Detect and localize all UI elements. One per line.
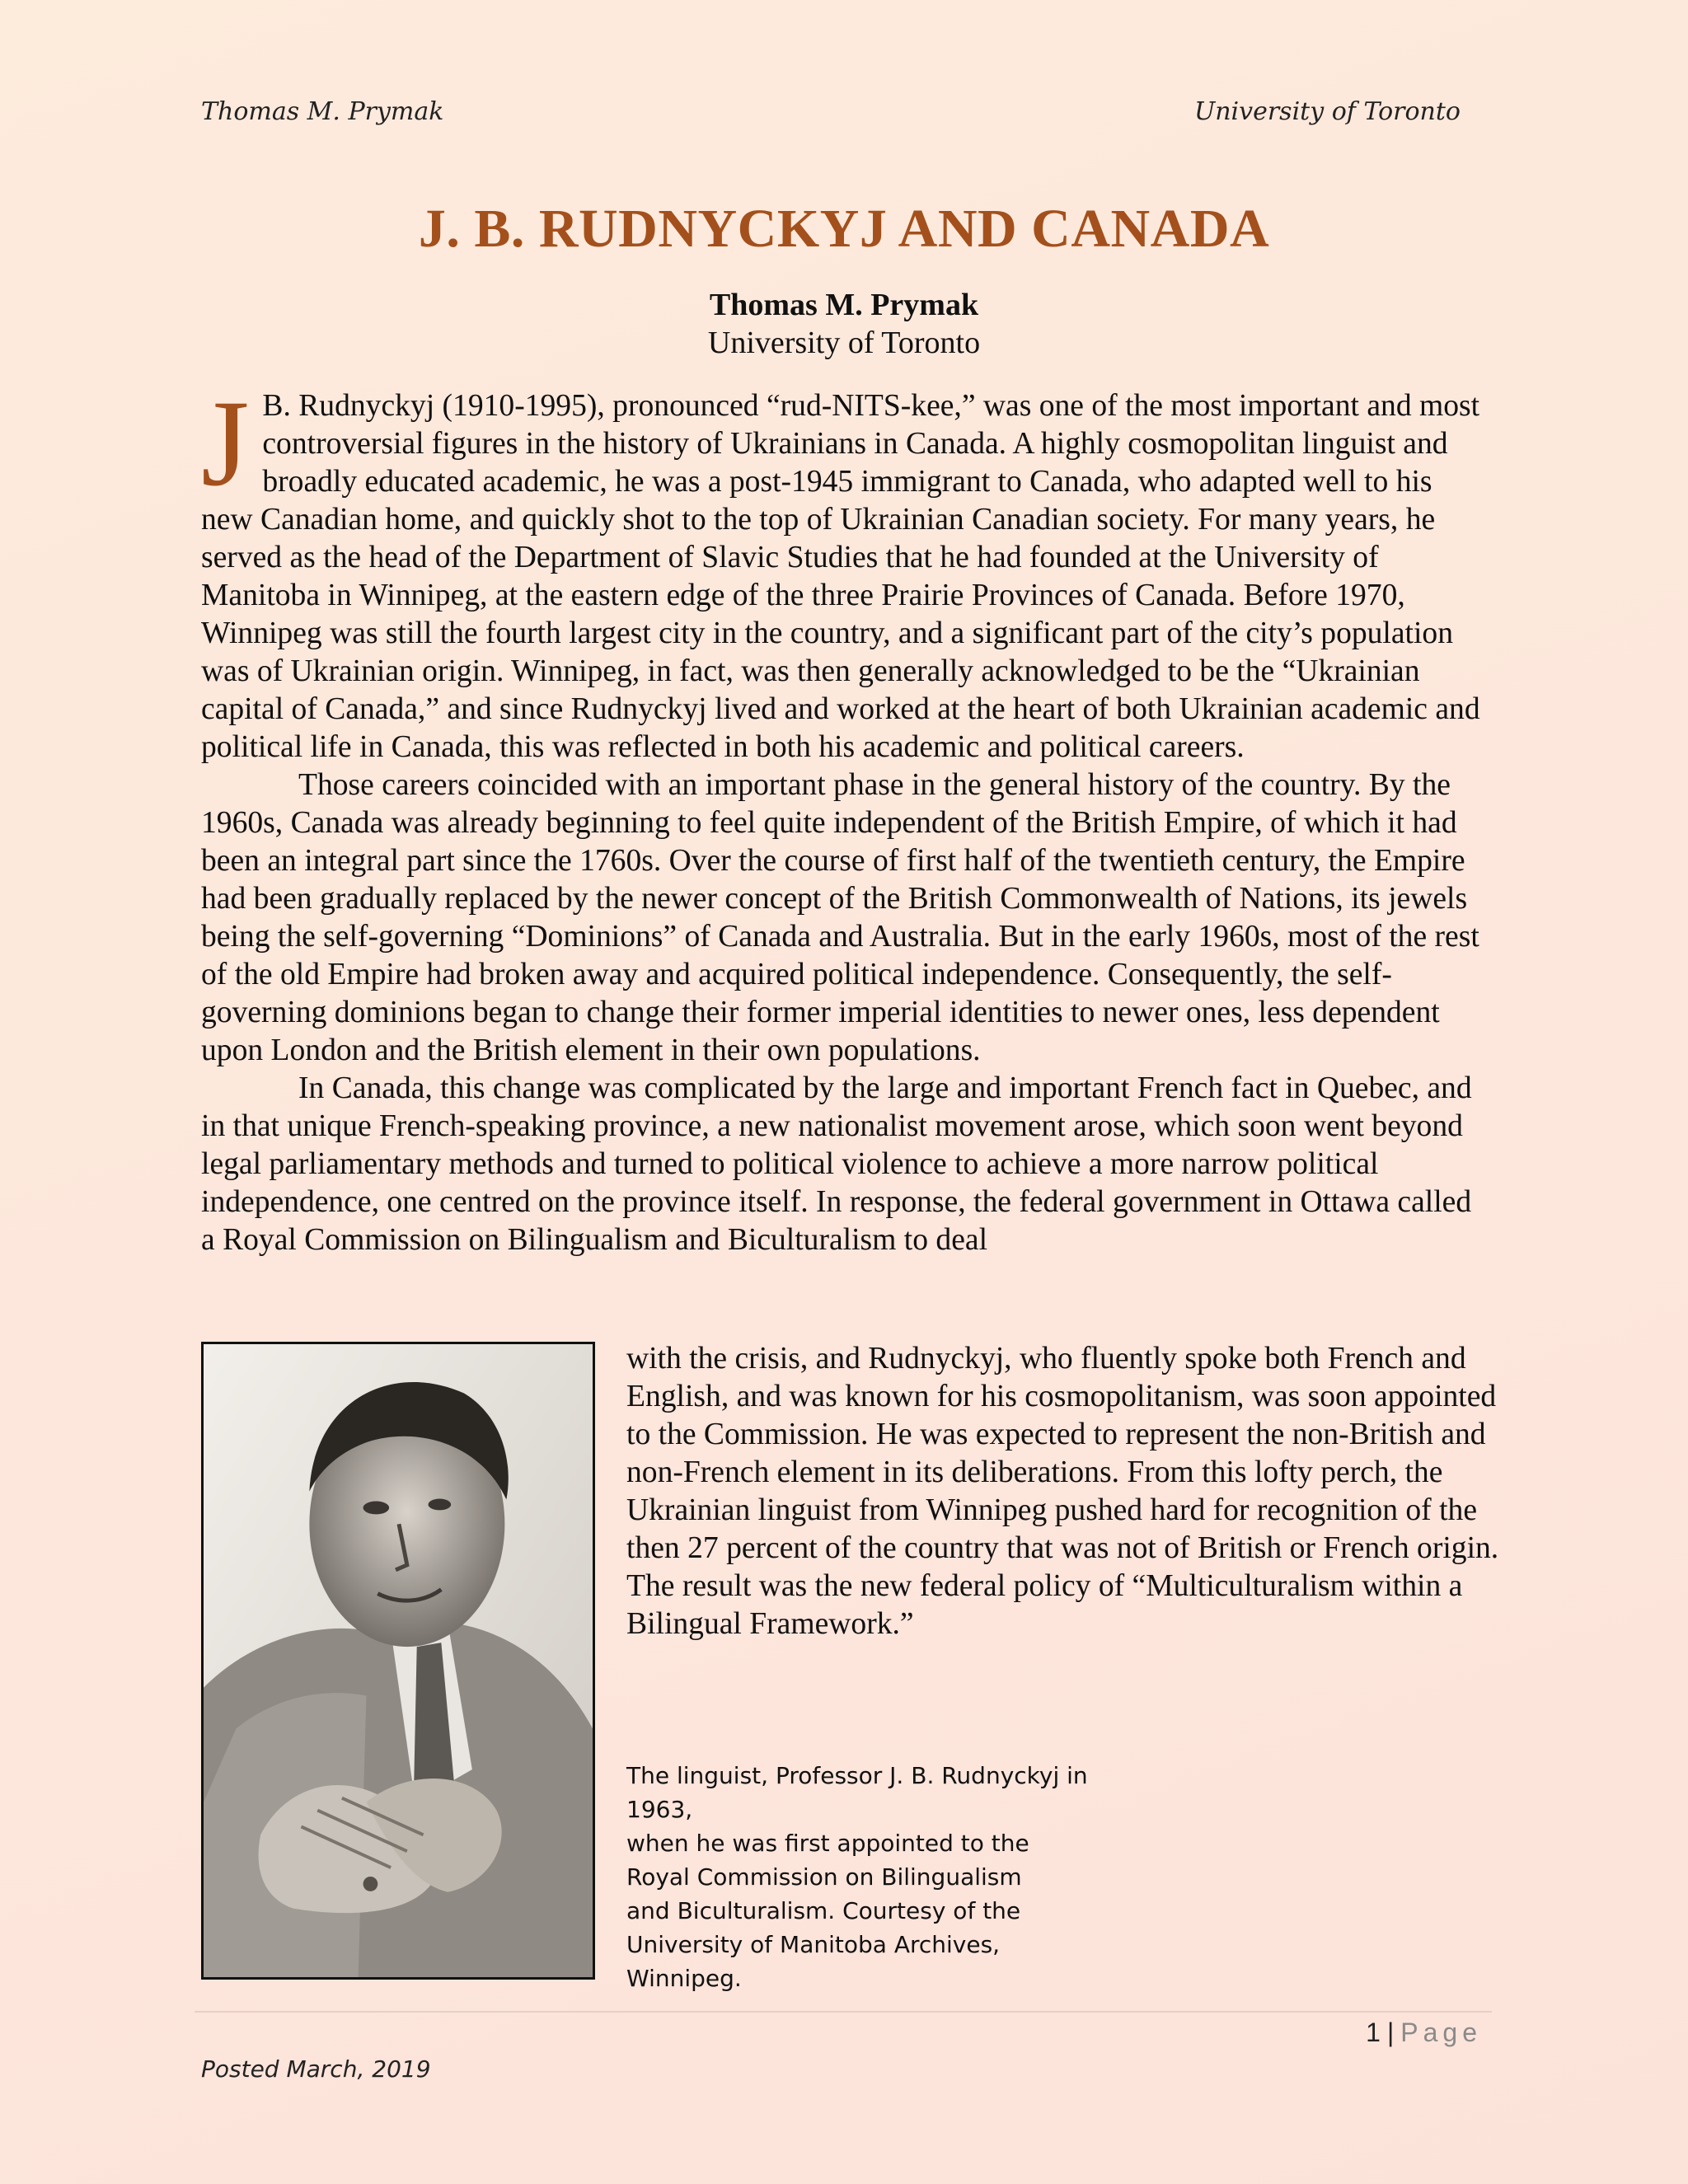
running-header-affiliation: University of Toronto — [1193, 97, 1461, 126]
drop-cap: J — [201, 375, 250, 512]
footer-divider — [195, 2011, 1492, 2013]
paragraph-2: Those careers coincided with an important phase in the general history of the country. By the 1960s, Canada was already beginning to feel quite independent of the British Empire, of which it had been an integral part since the 1760s. Over the course of first half of the twentieth century, the Empire had been gradually replaced by the newer concept of the British Commonwealth of Nations, its jewels being the self-governing “Dominions” of Canada and Australia. But in the early 1960s, most of the rest of the old Empire had broken away and acquired political independence. Consequently, the self-governing dominions began to change their former imperial identities to newer ones, less dependent upon London and the British element in their own populations. — [201, 768, 1479, 1067]
page-word: Page — [1400, 2018, 1482, 2047]
caption-line: and Biculturalism. Courtesy of the — [626, 1897, 1021, 1924]
page-number-separator: | — [1386, 2018, 1395, 2047]
caption-line: University of Manitoba Archives, — [626, 1931, 1001, 1958]
page-number — [1366, 2018, 1482, 2048]
paragraph-1-text: B. Rudnyckyj (1910-1995), pronounced “rud-NITS-kee,” was one of the most important and most controversial figures in the history of Ukrainians in Canada. A highly cosmopolitan linguist and broadly educated academic, he was a post-1945 immigrant to Canada, who adapted well to his new Canadian home, and quickly shot to the top of Ukrainian Canadian society. For many years, he served as the head of the Department of Slavic Studies that he had founded at the University of Manitoba in Winnipeg, at the eastern edge of the three Prairie Provinces of Canada. Before 1970, Winnipeg was still the fourth largest city in the country, and a significant part of the city’s population was of Ukrainian origin. Winnipeg, in fact, was then generally acknowledged to be the “Ukrainian capital of Canada,” and since Rudnyckyj lived and worked at the heart of both Ukrainian academic and political life in Canada, this was reflected in both his academic and political careers. — [201, 389, 1480, 764]
article-body — [201, 375, 1489, 1259]
caption-line: Royal Commission on Bilingualism — [626, 1863, 1022, 1891]
running-header — [201, 97, 1461, 126]
portrait-photo — [201, 1342, 595, 1980]
caption-line: The linguist, Professor J. B. Rudnyckyj in 1963, — [626, 1762, 1088, 1823]
paragraph-4: with the crisis, and Rudnyckyj, who fluently spoke both French and English, and was known for his cosmopolitanism, was soon appointed to the Commission. He was expected to represent the non-British and non-French element in its deliberations. From this lofty perch, the Ukrainian linguist from Winnipeg pushed hard for recognition of the then 27 percent of the country that was not of British or French origin. The result was the new federal policy of “Multiculturalism within a Bilingual Framework.” — [626, 1342, 1499, 1641]
page-number-value: 1 — [1366, 2018, 1381, 2047]
article-author: Thomas M. Prymak — [709, 288, 979, 322]
paragraph-1 — [201, 375, 1489, 766]
article-title: J. B. RUDNYCKYJ AND CANADA — [418, 199, 1270, 259]
posted-date: Posted March, 2019 — [201, 2055, 431, 2083]
portrait-illustration — [204, 1344, 593, 1977]
photo-caption — [626, 1759, 1154, 1995]
running-header-author: Thomas M. Prymak — [201, 97, 444, 126]
caption-line: Winnipeg. — [626, 1965, 742, 1992]
paragraph-3: In Canada, this change was complicated by the large and important French fact in Quebec, and in that unique French-speaking province, a new nationalist movement arose, which soon went beyond legal parliamentary methods and turned to political violence to achieve a more narrow political independence, one centred on the province itself. In response, the federal government in Ottawa called a Royal Commission on Bilingualism and Biculturalism to deal — [201, 1071, 1472, 1257]
article-affiliation: University of Toronto — [707, 326, 981, 360]
caption-line: when he was first appointed to the — [626, 1830, 1029, 1857]
